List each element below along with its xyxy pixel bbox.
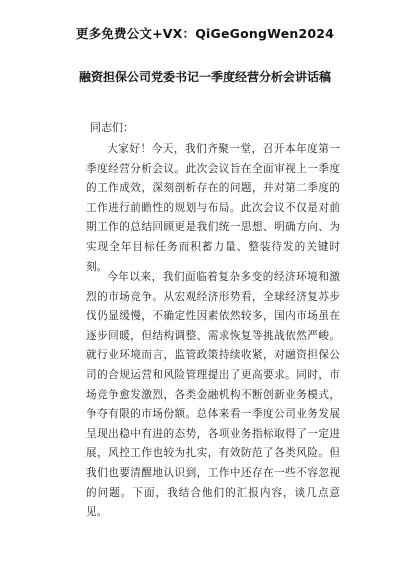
promo-watermark: 更多免费公文+VX：QiGeGongWen2024 bbox=[75, 26, 335, 41]
document-title: 融资担保公司党委书记一季度经营分析会讲话稿 bbox=[78, 70, 331, 84]
paragraph-2-block bbox=[86, 268, 340, 523]
paragraph: 今年以来，我们面临着复杂多变的经济环境和激烈的市场竞争。从宏观经济形势看，全球经济复苏步伐仍显缓慢，不确定性因素依然较多，国内市场虽在逐步回暖，但结构调整、需求恢复等挑战依然严峻。就行业环境而言，监管政策持续收紧，对融资担保公司的合规运营和风险管理提出了更高要求。同时，市场竞争愈发激烈，各类金融机构不断创新业务模式，争夺有限的市场份额。总体来看一季度公司业务发展呈现出稳中有进的态势，各项业务指标取得了一定进展，风控工作也较为扎实，有效防范了各类风险。但我们也要清醒地认识到，工作中还存在一些不容忽视的问题。下面，我结合他们的汇报内容，谈几点意见。 bbox=[86, 271, 340, 519]
paragraph: 大家好！今天，我们齐聚一堂，召开本年度第一季度经营分析会议。此次会议旨在全面审视上一季度的工作成效，深刻剖析存在的问题，并对第二季度的工作进行前瞻性的规划与布局。此次会议不仅是对前期工作的总结回顾更是我们统一思想、明确方向、为实现全年目标任务而积蓄力量、整装待发的关键时刻。 bbox=[86, 143, 340, 273]
paragraph-1-block bbox=[86, 140, 340, 277]
salutation: 同志们： bbox=[90, 121, 134, 134]
